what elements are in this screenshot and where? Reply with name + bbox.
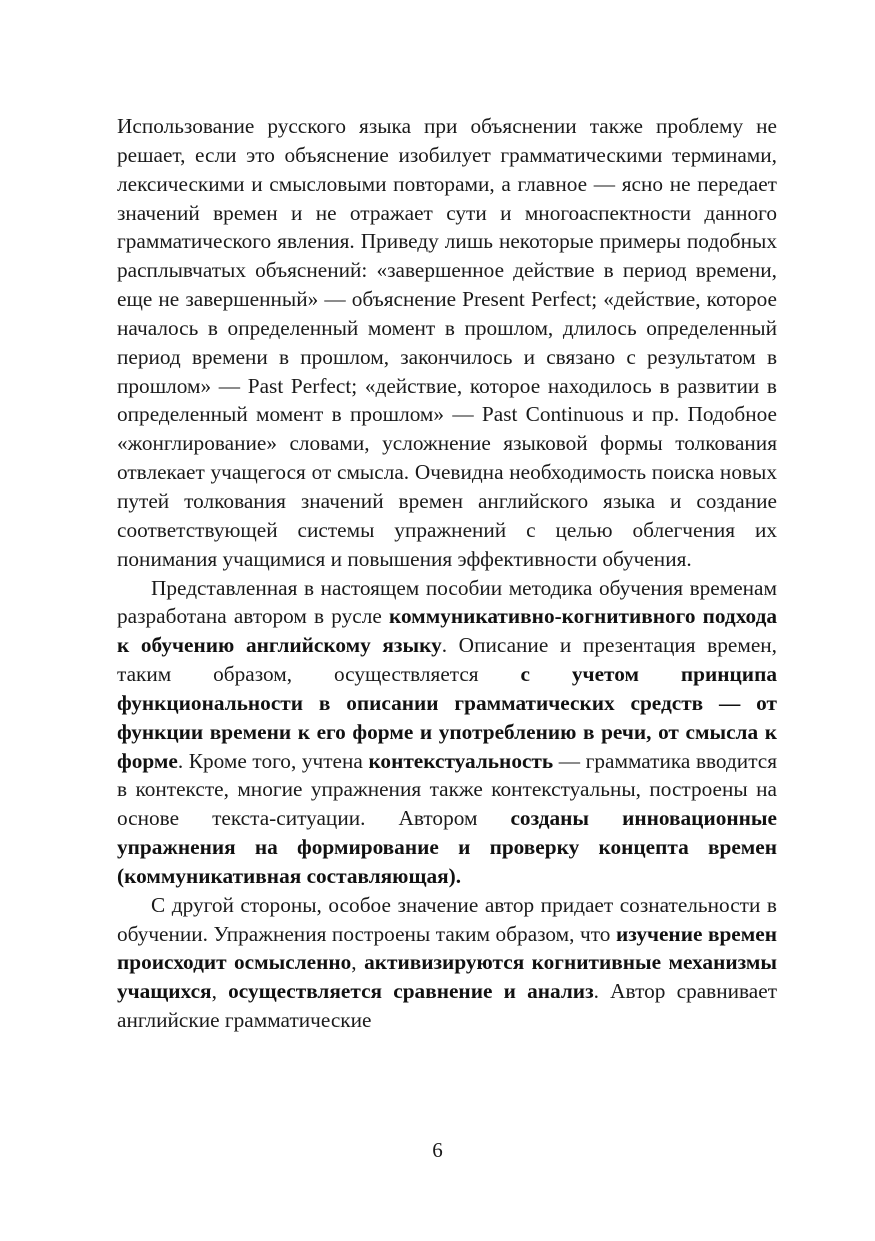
paragraph-1: Использование русского языка при объяснении также проблему не решает, если это объяснение изобилует грамматическими терминами, лексическими и смысловыми повторами, а главное — ясно не передает значений времен и не отражает сути и многоаспектности данного грамматического явления. Приведу лишь некоторые примеры подобных расплывчатых объяснений: «завершенное действие в период времени, еще не завершенный» — объяснение Present Perfect; «действие, которое началось в определенный момент в прошлом, длилось определенный период времени в прошлом, закончилось и связано с результатом в прошлом» — Past Perfect; «действие, которое находилось в развитии в определенный момент в прошлом» — Past Continuous и пр. Подобное «жонглирование» словами, усложнение языковой формы толкования отвлекает учащегося от смысла. Очевидна необходимость поиска новых путей толкования значений времен английского языка и создание соответствующей системы упражнений с целью облегчения их понимания учащимися и повышения эффективности обучения. <box>117 114 777 571</box>
paragraph-2-bold-2: с учетом принципа функциональности в описании грамматических средств — от функции времени к его форме и употреблению в речи, от смысла к форме <box>117 662 777 773</box>
paragraph-2-bold-1: коммуникативно-когнитивного подхода к обучению английскому языку <box>117 604 778 658</box>
paragraph-2-text-4: — грамматика вводится в контексте, многие упражнения также контекстуальны, построены на основе текста-ситуации. Автором <box>117 748 778 831</box>
paragraph-2-text-3: . Кроме того, учтена <box>177 748 369 773</box>
paragraph-2-text-2: . Описание и презентация времен, таким образом, осуществляется <box>117 633 777 687</box>
paragraph-2 <box>117 574 777 891</box>
paragraph-3-bold-1: изучение времен происходит осмысленно <box>117 921 777 975</box>
paragraph-2-bold-3: контекстуальность <box>368 748 554 773</box>
paragraph-3-bold-2: активизируются когнитивные механизмы учащихся <box>117 950 777 1004</box>
paragraph-3-text-1: С другой стороны, особое значение автор придает сознательности в обучении. Упражнения построены таким образом, что <box>117 892 777 946</box>
paragraph-3 <box>117 891 777 1035</box>
paragraph-3-bold-3: осуществляется сравнение и анализ <box>228 979 594 1004</box>
paragraph-2-bold-4: созданы инновационные упражнения на формирование и проверку концепта времен (коммуникативная составляющая). <box>117 806 777 888</box>
paragraph-3-text-2: , <box>351 950 365 975</box>
page-number: 6 <box>432 1138 443 1162</box>
paragraph-3-text-3: , <box>211 979 229 1004</box>
paragraph-2-text-1: Представленная в настоящем пособии методика обучения временам разработана автором в русле <box>117 575 777 629</box>
body-text <box>117 112 777 1035</box>
paragraph-3-text-4: . Автор сравнивает английские грамматические <box>117 979 778 1033</box>
